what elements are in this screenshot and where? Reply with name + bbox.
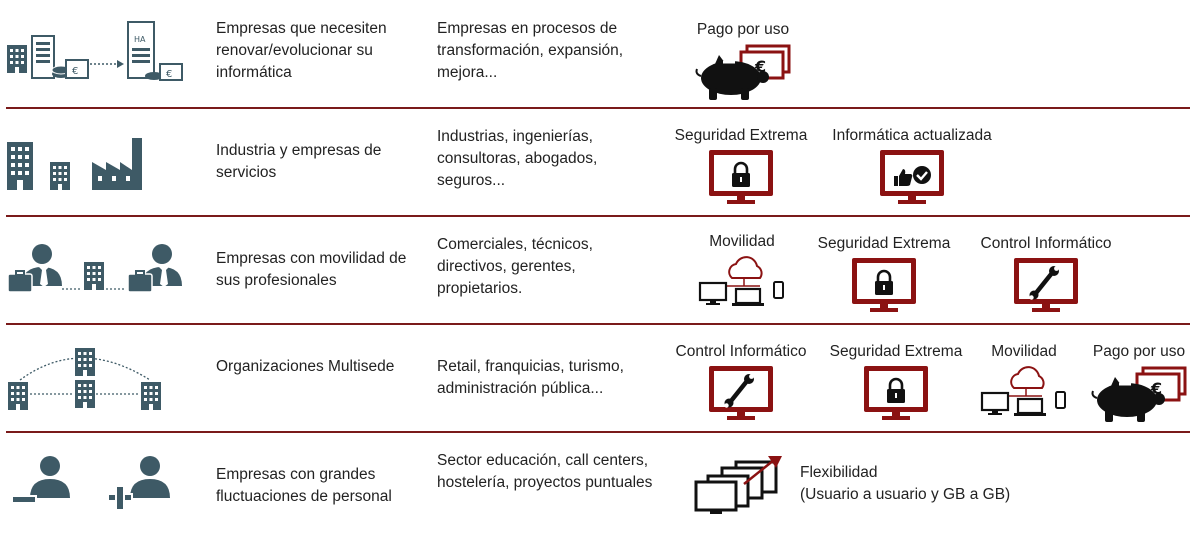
benefit-label: Pago por uso [696,21,790,38]
person-minus-icon [12,456,70,503]
multisite-buildings-icon [0,324,200,432]
row-industria [0,108,1200,216]
building-icon [84,262,104,290]
sector-examples: Sector educación, call centers, hostelería, proyectos puntuales [437,452,653,491]
benefit-pago-por-uso [1088,342,1190,422]
lock-monitor-icon [852,258,916,314]
row-movilidad [0,216,1200,324]
benefit-seguridad-extrema [668,126,814,206]
benefit-control-informatico [970,234,1122,314]
svg-text:€: € [72,66,79,77]
row-multisede [0,324,1200,432]
benefit-flexibilidad [800,462,1010,506]
small-building-icon [50,162,70,190]
target-description: Organizaciones Multisede [216,358,395,375]
building-icon [7,45,27,73]
row-illustration [0,216,200,324]
lock-monitor-icon [864,366,928,422]
briefcase-person-icon [8,244,62,292]
benefit-detail: (Usuario a usuario y GB a GB) [800,486,1011,503]
benefit-seguridad-extrema [811,234,957,314]
piggy-bank-icon [695,44,791,100]
target-description: Empresas con grandes fluctuaciones de personal [216,466,392,505]
sector-examples: Retail, franquicias, turismo, administración pública... [437,358,624,397]
benefit-movilidad [976,342,1072,420]
sector-examples: Industrias, ingenierías, consultoras, abogados, seguros... [437,128,598,189]
row-illustration [0,0,200,108]
benefit-label: Seguridad Extrema [817,235,951,252]
piggy-bank-icon [1091,366,1187,422]
wrench-monitor-icon [709,366,773,422]
benefit-seguridad-extrema [823,342,969,422]
person-plus-icon [108,456,170,510]
arrow-icon [90,60,124,68]
benefit-label: Seguridad Extrema [829,343,963,360]
benefit-label: Seguridad Extrema [674,127,808,144]
server-ha-icon [128,22,182,80]
svg-text:€: € [166,69,173,80]
row-illustration [0,324,200,432]
row-fluctuaciones [0,432,1200,540]
coins-icon [52,60,88,78]
benefit-label: Movilidad [709,233,775,250]
lock-monitor-icon [709,150,773,206]
row-renovar [0,0,1200,108]
benefit-control-informatico [666,342,816,422]
benefit-label: Movilidad [991,343,1057,360]
benefit-label: Control Informático [675,343,807,360]
target-description: Industria y empresas de servicios [216,142,382,181]
benefit-label: Control Informático [980,235,1112,252]
factory-icon [92,138,142,190]
briefcase-person-icon [128,244,182,292]
sector-examples: Empresas en procesos de transformación, expansión, mejora... [437,20,624,81]
cloud-devices-icon [698,256,786,310]
office-building-icon [7,142,33,190]
benefit-label: Pago por uso [1092,343,1186,360]
target-description: Empresas que necesiten renovar/evolucionar su informática [216,20,387,81]
row-illustration [0,108,200,216]
updated-monitor-icon [880,150,944,206]
server-icon [32,36,54,78]
sector-examples: Comerciales, técnicos, directivos, gerentes, propietarios. [437,236,593,297]
cloud-devices-icon [980,366,1068,420]
svg-text:HA: HA [134,35,146,44]
benefit-movilidad [692,232,792,310]
benefit-pago-por-uso [688,20,798,100]
benefit-label: Flexibilidad [800,464,878,481]
benefit-informatica-actualizada [822,126,1002,206]
target-description: Empresas con movilidad de sus profesionales [216,250,407,289]
benefit-label: Informática actualizada [832,127,992,144]
row-illustration [0,432,200,540]
wrench-monitor-icon [1014,258,1078,314]
scaling-monitors-icon [696,454,792,516]
